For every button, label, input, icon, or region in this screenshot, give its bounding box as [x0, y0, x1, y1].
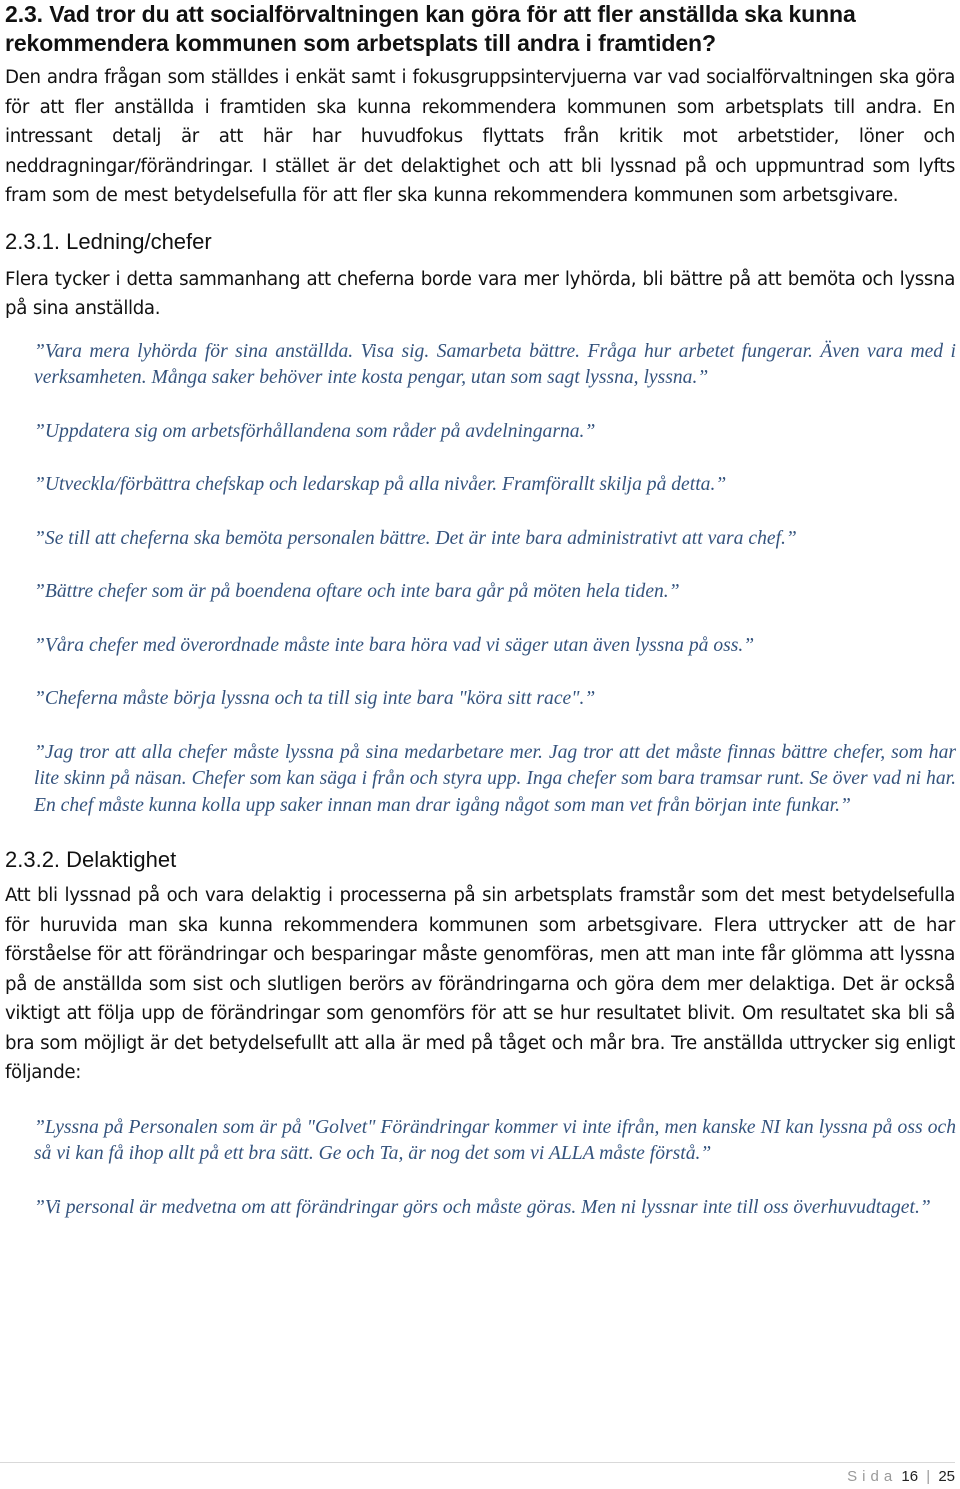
quote: ”Vara mera lyhörda för sina anställda. Visa sig. Samarbeta bättre. Fråga hur arbetet fungerar. Även vara med i verksamheten. Många saker behöver inte kosta pengar, utan som sagt lyssna, lyssna.”: [34, 340, 956, 388]
section-intro: Den andra frågan som ställdes i enkät samt i fokusgruppsintervjuerna var vad socialförvaltningen ska göra för att fler anställda i framtiden ska kunna rekommendera kommunen som arbetsplats till andra. En intressant detalj är att här har huvudfokus flyttats från kritik mot arbetstider, löner och neddragningar/förändringar. I stället är det delaktighet och att bli lyssnad på och uppmuntrad som lyfts fram som de mest betydelsefulla för att fler ska kunna rekommendera kommunen som arbetsgivare.: [5, 67, 955, 206]
page-separator: |: [926, 1468, 931, 1485]
document-page: [5, 0, 955, 1221]
subsection-heading-ledning: 2.3.1. Ledning/chefer: [5, 228, 212, 254]
subsection-text-delaktighet: Att bli lyssnad på och vara delaktig i processerna på sin arbetsplats framstår som det mest betydelsefulla för huruvida man ska kunna rekommendera kommunen som arbetsgivare. Flera uttrycker att de har förståelse för att förändringar och besparingar måste genomföras, men att man inte får glömma att lyssna på de anställda som sist och slutligen berörs av förändringarna och göra dem mer delaktiga. Det är också viktigt att följa upp de förändringar som genomförs för att se hur resultatet blivit. Om resultatet ska bli så bra som möjligt är det betydelsefullt att alla är med på tåget och mår bra. Tre anställda uttrycker sig enligt följande:: [5, 885, 955, 1083]
quote: ”Bättre chefer som är på boendena oftare och inte bara går på möten hela tiden.”: [34, 581, 680, 602]
page-label: Sida: [847, 1468, 898, 1485]
quote: ”Lyssna på Personalen som är på "Golvet" Förändringar kommer vi inte ifrån, men kanske NI kan lyssna på oss och så vi kan få ihop allt på ett bra sätt. Ge och Ta, är nog det som vi ALLA måste förstå.”: [34, 1116, 956, 1164]
quote: ”Utveckla/förbättra chefskap och ledarskap på alla nivåer. Framförallt skilja på detta.”: [34, 474, 727, 495]
quote: ”Våra chefer med överordnade måste inte bara höra vad vi säger utan även lyssna på oss.”: [34, 634, 755, 656]
section-heading: 2.3. Vad tror du att socialförvaltningen kan göra för att fler anställda ska kunna rekommendera kommunen som arbetsplats till andra i framtiden?: [5, 1, 856, 56]
page-footer: [0, 1462, 955, 1489]
quote: ”Jag tror att alla chefer måste lyssna på sina medarbetare mer. Jag tror att det måste finnas bättre chefer, som har lite skinn på näsan. Chefer som kan säga i från och styra upp. Inga chefer som bara tramsar runt. Se över vad ni har. En chef måste kunna kolla upp saker innan man drar igång något som man vet från början inte funkar.”: [34, 741, 956, 816]
subsection-heading-delaktighet: 2.3.2. Delaktighet: [5, 847, 177, 872]
total-pages: 25: [938, 1468, 955, 1485]
current-page: 16: [901, 1468, 919, 1485]
quote: ”Uppdatera sig om arbetsförhållandena som råder på avdelningarna.”: [34, 420, 596, 442]
subsection-text-ledning: Flera tycker i detta sammanhang att cheferna borde vara mer lyhörda, bli bättre på att bemöta och lyssna på sina anställda.: [5, 268, 955, 319]
quote: ”Se till att cheferna ska bemöta personalen bättre. Det är inte bara administrativt att vara chef.”: [34, 527, 797, 549]
page-number: [847, 1468, 955, 1485]
quote: ”Cheferna måste börja lyssna och ta till sig inte bara "köra sitt race".”: [34, 688, 596, 709]
quote: ”Vi personal är medvetna om att förändringar görs och måste göras. Men ni lyssnar inte till oss överhuvudtaget.”: [34, 1196, 931, 1218]
